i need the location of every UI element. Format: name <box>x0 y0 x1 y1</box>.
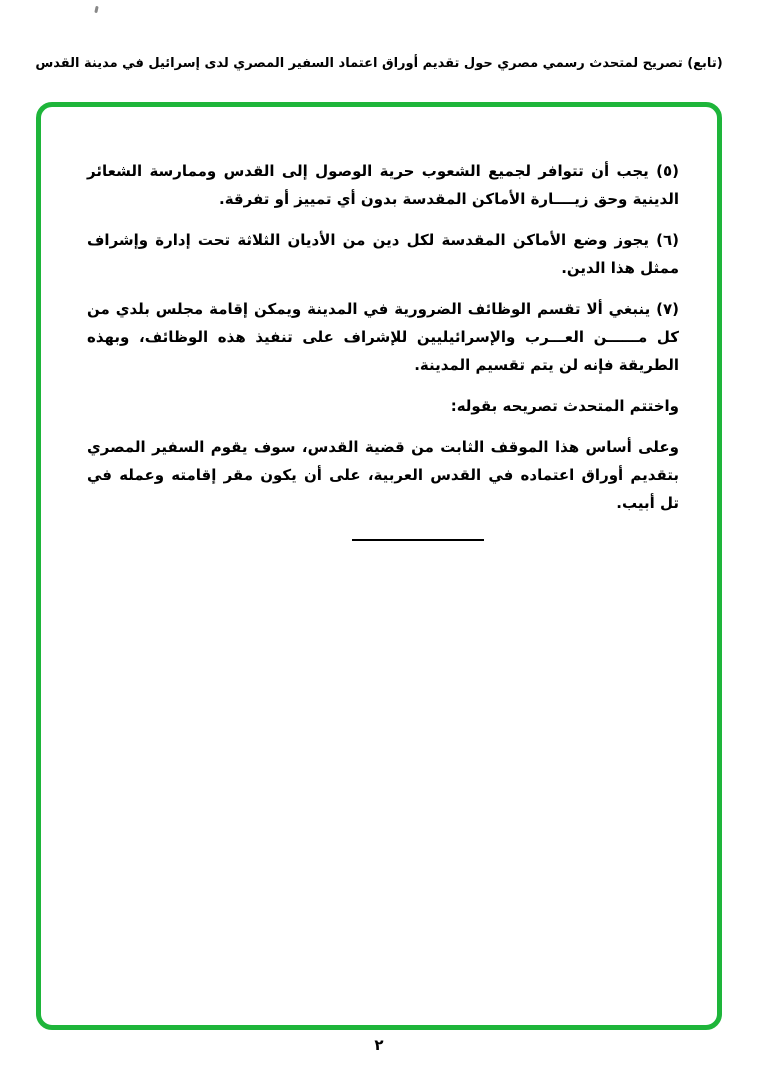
paragraph-item-5: (٥) يجب أن تتوافر لجميع الشعوب حرية الوصول إلى القدس وممارسة الشعائر الدينية وحق زيــــارة الأماكن المقدسة بدون أي تمييز أو تفرقة. <box>87 162 679 208</box>
section-divider <box>352 539 484 541</box>
content-border-box <box>36 102 722 1030</box>
closing-paragraph: وعلى أساس هذا الموقف الثابت من قضية القدس، سوف يقوم السفير المصري بتقديم أوراق اعتماده في القدس العربية، على أن يكون مقر إقامته وعمله في تل أبيب. <box>87 438 679 512</box>
document-title: (تابع) تصريح لمتحدث رسمي مصري حول تقديم أوراق اعتماد السفير المصري لدى إسرائيل في مدينة القدس <box>35 56 723 71</box>
scan-artifact <box>94 6 98 13</box>
page-number: ٢ <box>374 1036 384 1054</box>
paragraph-item-7: (٧) ينبغي ألا تقسم الوظائف الضرورية في المدينة ويمكن إقامة مجلس بلدي من كل مــــــن العـــرب والإسرائيليين للإشراف على تنفيذ هذه الوظائف، وبهذه الطريقة فإنه لن يتم تقسيم المدينة. <box>87 300 679 374</box>
document-body <box>87 157 679 541</box>
paragraph-item-6: (٦) يجوز وضع الأماكن المقدسة لكل دين من الأديان الثلاثة تحت إدارة وإشراف ممثل هذا الدين. <box>87 231 679 277</box>
closing-intro-line: واختتم المتحدث تصريحه بقوله: <box>450 397 679 415</box>
